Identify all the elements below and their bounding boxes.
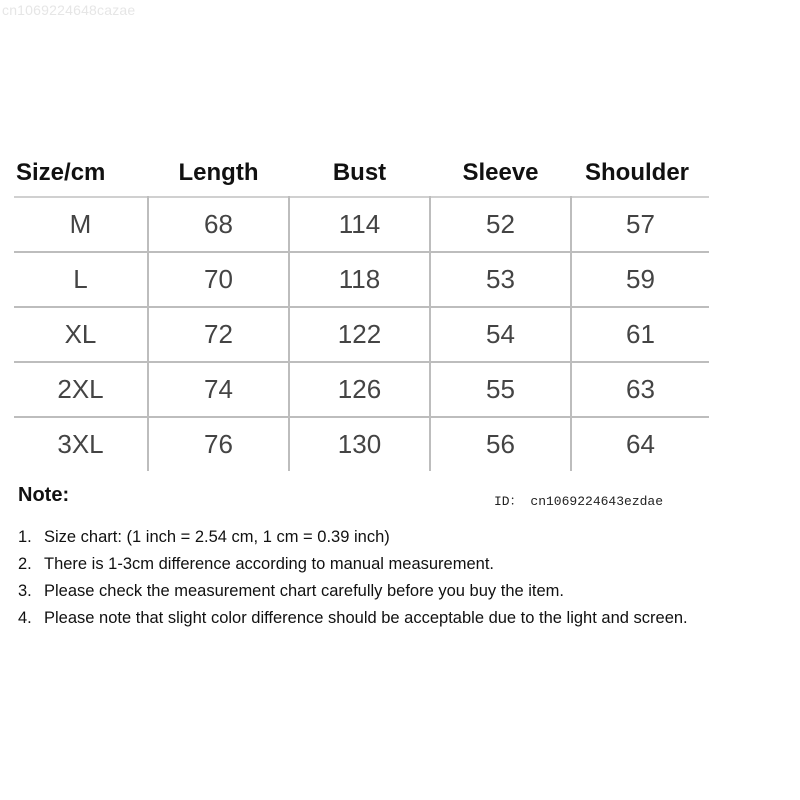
cell-sleeve: 53 [430,252,571,307]
note-title: Note: [18,484,70,506]
list-item-number: 3. [18,582,32,600]
cell-shoulder: 57 [571,197,709,252]
list-item-text: Please note that slight color difference should be acceptable due to the light and screen. [44,609,688,627]
list-item-text: There is 1-3cm difference according to manual measurement. [44,555,494,573]
list-item-text: Size chart: (1 inch = 2.54 cm, 1 cm = 0.39 inch) [44,528,390,546]
cell-bust: 126 [289,362,430,417]
table-row [14,362,709,417]
list-item [18,524,688,551]
header-bust: Bust [332,159,387,186]
list-item-number: 1. [18,528,32,546]
cell-size: M [14,197,148,252]
cell-length: 72 [148,307,289,362]
watermark-text: cn1069224648cazae [2,2,136,18]
size-chart-table [14,150,709,471]
cell-shoulder: 63 [571,362,709,417]
header-size: Size/cm [16,159,106,186]
cell-shoulder: 64 [626,429,655,459]
cell-sleeve: 54 [430,307,571,362]
cell-size: 3XL [14,417,148,471]
table-row [14,197,709,252]
size-chart-header [14,150,709,197]
cell-length: 74 [148,362,289,417]
header-row [14,150,709,197]
cell-length: 76 [148,417,289,471]
list-item [18,578,688,605]
note-list [18,524,688,632]
header-shoulder: Shoulder [585,159,690,186]
list-item-number: 4. [18,609,32,627]
list-item [18,605,688,632]
cell-size: 2XL [14,362,148,417]
cell-sleeve: 55 [430,362,571,417]
cell-length: 68 [148,197,289,252]
cell-bust: 114 [289,197,430,252]
cell-sleeve: 52 [430,197,571,252]
id-label: ID： cn1069224643ezdae [494,494,664,509]
cell-bust: 122 [289,307,430,362]
list-item [18,551,688,578]
cell-size: XL [14,307,148,362]
header-sleeve: Sleeve [462,159,539,186]
cell-shoulder: 61 [571,307,709,362]
cell-size: L [14,252,148,307]
table-row [14,307,709,362]
list-item-number: 2. [18,555,32,573]
table-row [14,417,709,471]
list-item-text: Please check the measurement chart carefully before you buy the item. [44,582,565,600]
cell-bust: 118 [289,252,430,307]
cell-sleeve: 56 [430,417,571,471]
cell-length: 70 [148,252,289,307]
table-row [14,252,709,307]
cell-shoulder: 59 [571,252,709,307]
header-length: Length [178,159,259,186]
cell-bust: 130 [289,417,430,471]
size-chart-body [14,197,709,471]
